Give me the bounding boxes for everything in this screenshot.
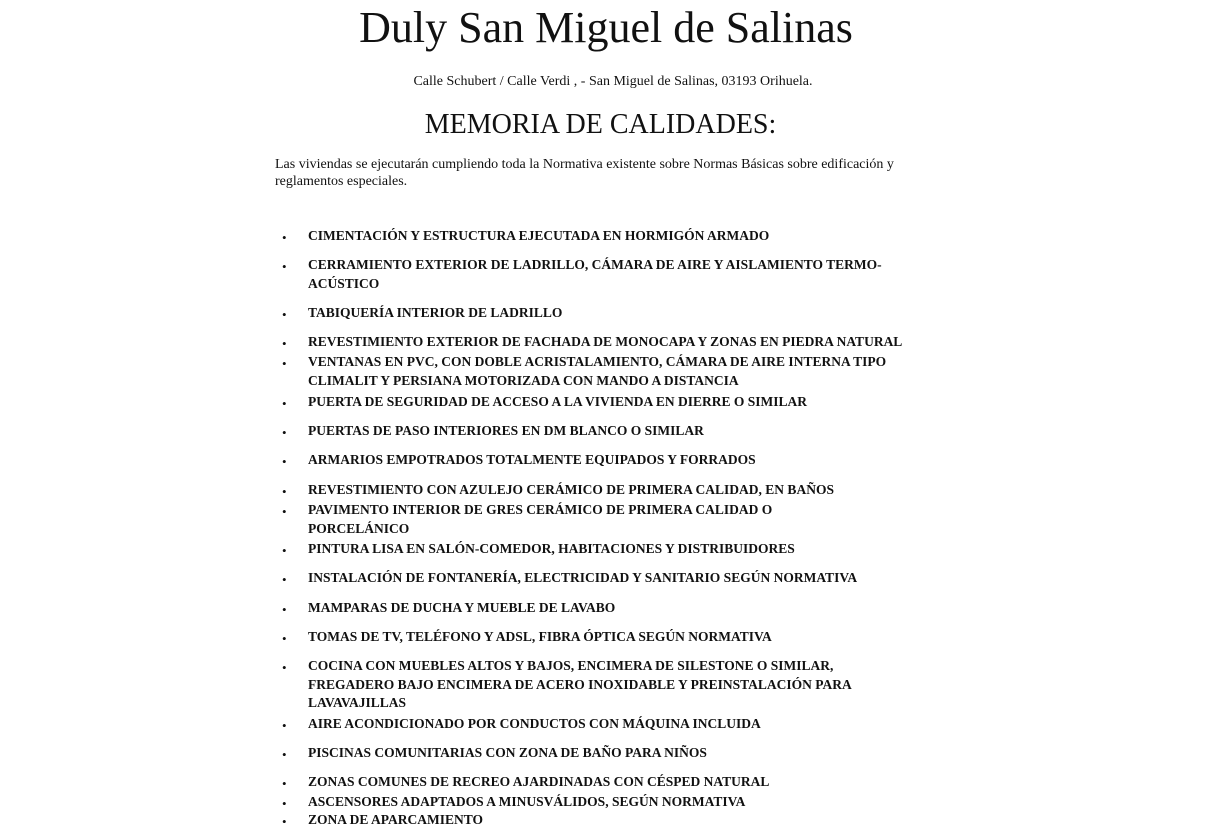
document-title: Duly San Miguel de Salinas: [359, 3, 853, 52]
bullet-icon: •: [282, 336, 287, 351]
bullet-icon: •: [282, 631, 287, 646]
list-item-text: ARMARIOS EMPOTRADOS TOTALMENTE EQUIPADOS Y FORRADOS: [308, 452, 756, 467]
list-item-text: INSTALACIÓN DE FONTANERÍA, ELECTRICIDAD Y SANITARIO SEGÚN NORMATIVA: [308, 570, 858, 585]
list-item-text: PUERTAS DE PASO INTERIORES EN DM BLANCO O SIMILAR: [308, 423, 704, 438]
bullet-icon: •: [282, 484, 287, 499]
list-item-text: TOMAS DE TV, TELÉFONO Y ADSL, FIBRA ÓPTICA SEGÚN NORMATIVA: [308, 629, 772, 644]
list-item-text: COCINA CON MUEBLES ALTOS Y BAJOS, ENCIMERA DE SILESTONE O SIMILAR, FREGADERO BAJO ENCIMERA DE ACERO INOXIDABLE Y PREINSTALACIÓN PARA LAVAVAJILLAS: [308, 658, 852, 710]
bullet-icon: •: [282, 543, 287, 558]
list-item-text: REVESTIMIENTO EXTERIOR DE FACHADA DE MONOCAPA Y ZONAS EN PIEDRA NATURAL: [308, 334, 903, 349]
bullet-icon: •: [282, 356, 287, 371]
bullet-icon: •: [282, 504, 287, 519]
intro-paragraph: Las viviendas se ejecutarán cumpliendo toda la Normativa existente sobre Normas Básicas sobre edificación y reglamentos especiales.: [275, 157, 894, 189]
bullet-icon: •: [282, 660, 287, 675]
bullet-icon: •: [282, 796, 287, 811]
bullet-icon: •: [282, 572, 287, 587]
bullet-icon: •: [282, 396, 287, 411]
bullet-icon: •: [282, 230, 287, 245]
bullet-icon: •: [282, 425, 287, 440]
list-item-text: VENTANAS EN PVC, CON DOBLE ACRISTALAMIENTO, CÁMARA DE AIRE INTERNA TIPO CLIMALIT Y PERSIANA MOTORIZADA CON MANDO A DISTANCIA: [308, 354, 887, 388]
list-item-text: REVESTIMIENTO CON AZULEJO CERÁMICO DE PRIMERA CALIDAD, EN BAÑOS: [308, 482, 834, 497]
bullet-icon: •: [282, 454, 287, 469]
list-item-text: PISCINAS COMUNITARIAS CON ZONA DE BAÑO PARA NIÑOS: [308, 745, 707, 760]
list-item-text: PUERTA DE SEGURIDAD DE ACCESO A LA VIVIENDA EN DIERRE O SIMILAR: [308, 394, 808, 409]
list-item-text: PINTURA LISA EN SALÓN-COMEDOR, HABITACIONES Y DISTRIBUIDORES: [308, 541, 795, 556]
list-item-text: CERRAMIENTO EXTERIOR DE LADRILLO, CÁMARA DE AIRE Y AISLAMIENTO TERMO-ACÚSTICO: [308, 257, 882, 291]
bullet-icon: •: [282, 814, 287, 829]
list-item-text: TABIQUERÍA INTERIOR DE LADRILLO: [308, 305, 563, 320]
list-item-text: MAMPARAS DE DUCHA Y MUEBLE DE LAVABO: [308, 600, 616, 615]
bullet-icon: •: [282, 602, 287, 617]
list-item-text: ZONAS COMUNES DE RECREO AJARDINADAS CON CÉSPED NATURAL: [308, 774, 770, 789]
list-item-text: AIRE ACONDICIONADO POR CONDUCTOS CON MÁQUINA INCLUIDA: [308, 716, 761, 731]
list-item-text: ZONA DE APARCAMIENTO: [308, 812, 484, 827]
bullet-icon: •: [282, 776, 287, 791]
bullet-icon: •: [282, 259, 287, 274]
bullet-icon: •: [282, 307, 287, 322]
list-item-text: CIMENTACIÓN Y ESTRUCTURA EJECUTADA EN HORMIGÓN ARMADO: [308, 228, 770, 243]
address-line: Calle Schubert / Calle Verdi , - San Miguel de Salinas, 03193 Orihuela.: [413, 74, 813, 89]
list-item-text: PAVIMENTO INTERIOR DE GRES CERÁMICO DE PRIMERA CALIDAD O PORCELÁNICO: [308, 502, 773, 536]
list-item-text: ASCENSORES ADAPTADOS A MINUSVÁLIDOS, SEGÚN NORMATIVA: [308, 794, 746, 809]
bullet-icon: •: [282, 718, 287, 733]
section-heading: MEMORIA DE CALIDADES:: [424, 109, 777, 140]
bullet-icon: •: [282, 747, 287, 762]
